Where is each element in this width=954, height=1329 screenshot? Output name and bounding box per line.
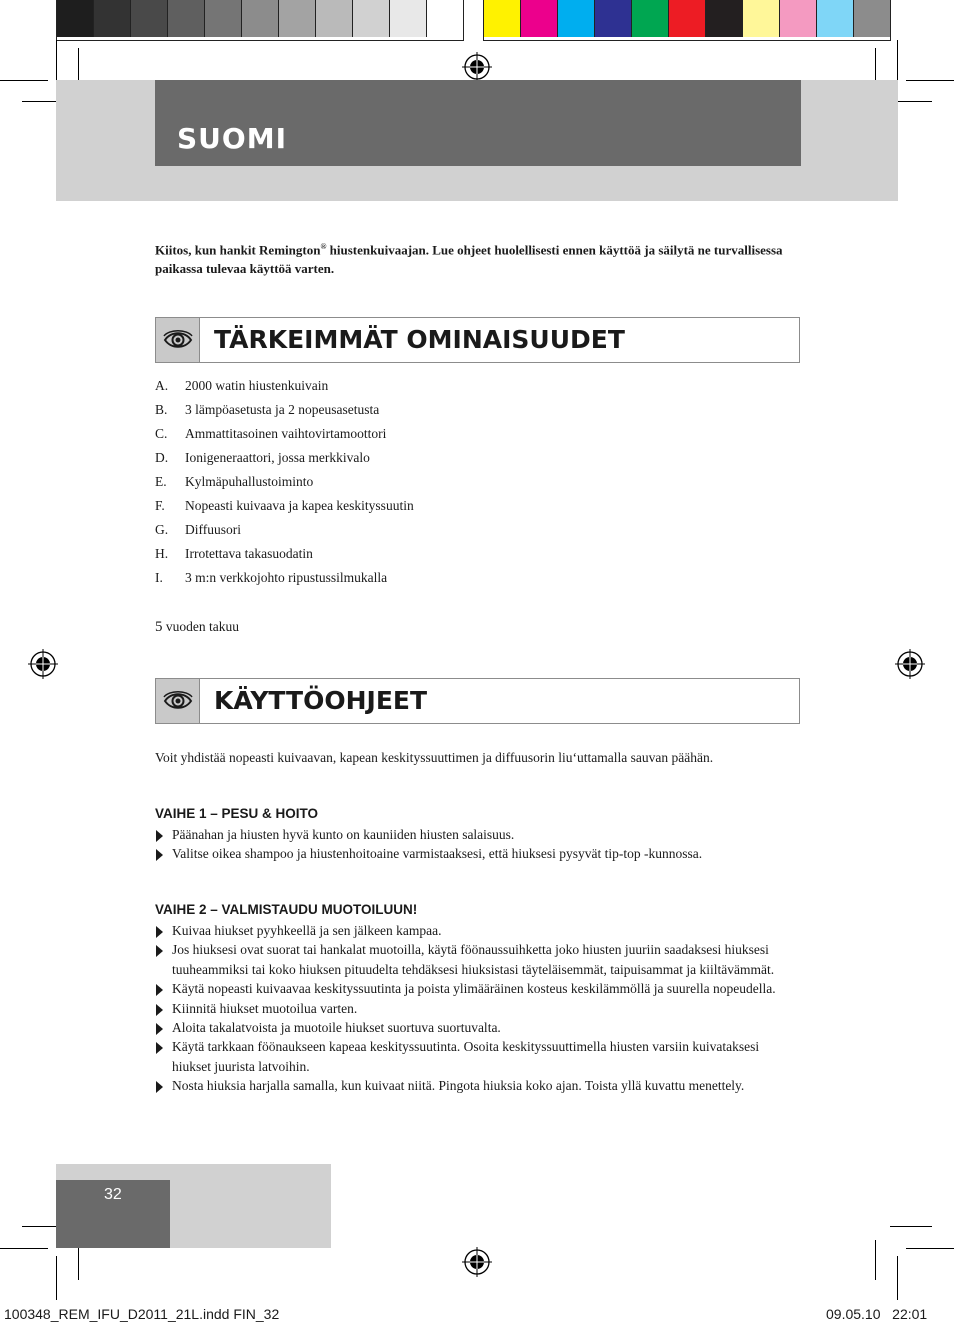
- bullet-item: [155, 979, 800, 998]
- step2-bullet-list: [155, 921, 800, 1096]
- intro-paragraph: [155, 237, 795, 278]
- registered-mark: ®: [320, 242, 327, 251]
- bullet-arrow-icon: [156, 830, 163, 842]
- registration-mark-icon: [895, 649, 925, 679]
- feature-text: 3 m:n verkkojohto ripustussilmukalla: [185, 570, 388, 585]
- page-title: SUOMI: [177, 122, 287, 155]
- section-title: TÄRKEIMMÄT OMINAISUUDET: [214, 325, 625, 354]
- bullet-arrow-icon: [156, 984, 163, 996]
- feature-letter: B.: [155, 402, 168, 417]
- calibration-swatch: [353, 0, 390, 37]
- bullet-text: Kuivaa hiukset pyyhkeellä ja sen jälkeen kampaa.: [172, 923, 442, 938]
- section-heading-features: [155, 317, 800, 363]
- warranty-text: vuoden takuu: [162, 619, 239, 634]
- intro-text-part2: hiustenkuivaajan. Lue ohjeet huolellisesti ennen käyttöä ja säilytä ne turvallisessa paikassa tulevaa käyttöä varten.: [155, 242, 783, 277]
- calibration-swatch: [558, 0, 595, 37]
- crop-mark: [0, 1248, 48, 1249]
- bullet-item: [155, 940, 800, 979]
- bullet-text: Käytä tarkkaan föönaukseen kapeaa keskityssuutinta. Osoita keskityssuuttimella hiusten varsiin kuivataksesi hiukset juurista latvoihin.: [172, 1039, 760, 1074]
- feature-letter: E.: [155, 474, 167, 489]
- calibration-swatch: [57, 0, 94, 37]
- bullet-arrow-icon: [156, 945, 163, 957]
- feature-item: [155, 474, 414, 498]
- feature-item: [155, 378, 414, 402]
- feature-text: 2000 watin hiustenkuivain: [185, 378, 329, 393]
- feature-text: Irrotettava takasuodatin: [185, 546, 313, 561]
- feature-letter: C.: [155, 426, 168, 441]
- bullet-text: Kiinnitä hiukset muotoilua varten.: [172, 1000, 358, 1016]
- feature-letter: D.: [155, 450, 169, 465]
- bullet-item: [155, 1076, 800, 1095]
- section-title: KÄYTTÖOHJEET: [214, 686, 428, 715]
- slug-filename: 100348_REM_IFU_D2011_21L.indd FIN_32: [4, 1306, 280, 1322]
- calibration-swatch: [390, 0, 427, 37]
- calibration-swatch: [484, 0, 521, 37]
- crop-mark: [897, 1256, 898, 1300]
- calibration-swatch: [94, 0, 131, 37]
- calibration-swatch: [131, 0, 168, 37]
- feature-item: [155, 546, 414, 570]
- instructions-intro: Voit yhdistää nopeasti kuivaavan, kapean keskityssuuttimen ja diffuusorin liu‘uttamalla sauvan päähän.: [155, 750, 714, 765]
- step2-heading: VAIHE 2 – VALMISTAUDU MUOTOILUUN!: [155, 902, 418, 917]
- registration-mark-icon: [28, 649, 58, 679]
- feature-letter: F.: [155, 498, 165, 513]
- calibration-swatch: [242, 0, 279, 37]
- bullet-item: [155, 921, 800, 940]
- feature-item: [155, 450, 414, 474]
- feature-text: Ionigeneraattori, jossa merkkivalo: [185, 450, 370, 465]
- feature-letter: H.: [155, 546, 169, 561]
- crop-mark: [906, 1248, 954, 1249]
- feature-item: [155, 498, 414, 522]
- warranty-line: [155, 619, 239, 636]
- section-heading-instructions: [155, 678, 800, 724]
- calibration-swatch: [706, 0, 743, 37]
- bullet-item: [155, 825, 800, 844]
- bullet-item: [155, 844, 800, 863]
- feature-item: [155, 402, 414, 426]
- feature-item: [155, 426, 414, 450]
- calibration-swatch: [279, 0, 316, 37]
- calibration-swatch: [669, 0, 706, 37]
- bullet-arrow-icon: [156, 1042, 163, 1054]
- grayscale-calibration-bar: [56, 0, 464, 41]
- calibration-swatch: [632, 0, 669, 37]
- feature-text: Ammattitasoinen vaihtovirtamoottori: [185, 426, 387, 441]
- crop-mark: [56, 1256, 57, 1300]
- color-calibration-bar: [483, 0, 891, 41]
- calibration-swatch: [817, 0, 854, 37]
- bullet-arrow-icon: [156, 1081, 163, 1093]
- intro-text-part1: Kiitos, kun hankit Remington: [155, 242, 321, 258]
- calibration-swatch: [521, 0, 558, 37]
- eye-icon: [156, 679, 200, 723]
- calibration-swatch: [427, 0, 463, 37]
- bullet-arrow-icon: [156, 1004, 163, 1016]
- crop-mark: [890, 1226, 932, 1227]
- feature-letter: G.: [155, 522, 169, 537]
- bullet-text: Jos hiuksesi ovat suorat tai hankalat muotoilla, käytä föönaussuihketta joko hiusten juuriin saadaksesi hiuksesi tuuheammiksi tai koko hiuksen pituudelta tehdäksesi hiuksistasi täyteläisemmät, taipuisammat ja kiiltävämmät.: [172, 942, 775, 977]
- feature-text: Diffuusori: [185, 522, 241, 537]
- calibration-swatch: [205, 0, 242, 37]
- feature-text: Nopeasti kuivaava ja kapea keskityssuutin: [185, 498, 414, 513]
- page-number: 32: [104, 1186, 122, 1203]
- feature-letter: A.: [155, 378, 169, 393]
- calibration-swatch: [595, 0, 632, 37]
- calibration-swatch: [168, 0, 205, 37]
- registration-mark-icon: [462, 1247, 492, 1277]
- bullet-item: [155, 1018, 800, 1037]
- bullet-text: Päänahan ja hiusten hyvä kunto on kauniiden hiusten salaisuus.: [172, 827, 515, 842]
- feature-letter: I.: [155, 570, 163, 585]
- calibration-swatch: [743, 0, 780, 37]
- registration-mark-icon: [462, 52, 492, 82]
- calibration-swatch: [780, 0, 817, 37]
- crop-mark: [906, 80, 954, 81]
- step1-heading: VAIHE 1 – PESU & HOITO: [155, 806, 319, 821]
- bullet-arrow-icon: [156, 926, 163, 938]
- bullet-text: Käytä nopeasti kuivaavaa keskityssuutinta ja poista ylimääräinen kosteus keskilämmöllä ja suurella nopeudella.: [172, 981, 776, 997]
- bullet-item: [155, 999, 800, 1018]
- feature-text: Kylmäpuhallustoiminto: [185, 474, 314, 489]
- feature-item: [155, 522, 414, 546]
- feature-list: [155, 378, 414, 594]
- calibration-swatch: [316, 0, 353, 37]
- bullet-arrow-icon: [156, 849, 163, 861]
- bullet-text: Valitse oikea shampoo ja hiustenhoitoaine varmistaaksesi, että hiuksesi pysyvät tip-top -kunnossa.: [172, 846, 703, 862]
- crop-mark: [0, 80, 48, 81]
- crop-mark: [875, 1240, 876, 1280]
- warranty-years: 5: [155, 619, 163, 635]
- bullet-text: Nosta hiuksia harjalla samalla, kun kuivaat niitä. Pingota hiuksia koko ajan. Toista yllä kuvattu menettely.: [172, 1078, 745, 1094]
- bullet-arrow-icon: [156, 1023, 163, 1035]
- slug-date: 09.05.10 22:01: [826, 1306, 928, 1322]
- calibration-swatch: [854, 0, 890, 37]
- bullet-text: Aloita takalatvoista ja muotoile hiukset suortuva suortuvalta.: [172, 1020, 501, 1036]
- feature-text: 3 lämpöasetusta ja 2 nopeusasetusta: [185, 402, 380, 417]
- bullet-item: [155, 1037, 800, 1076]
- step1-bullet-list: [155, 825, 800, 864]
- feature-item: [155, 570, 414, 594]
- eye-icon: [156, 318, 200, 362]
